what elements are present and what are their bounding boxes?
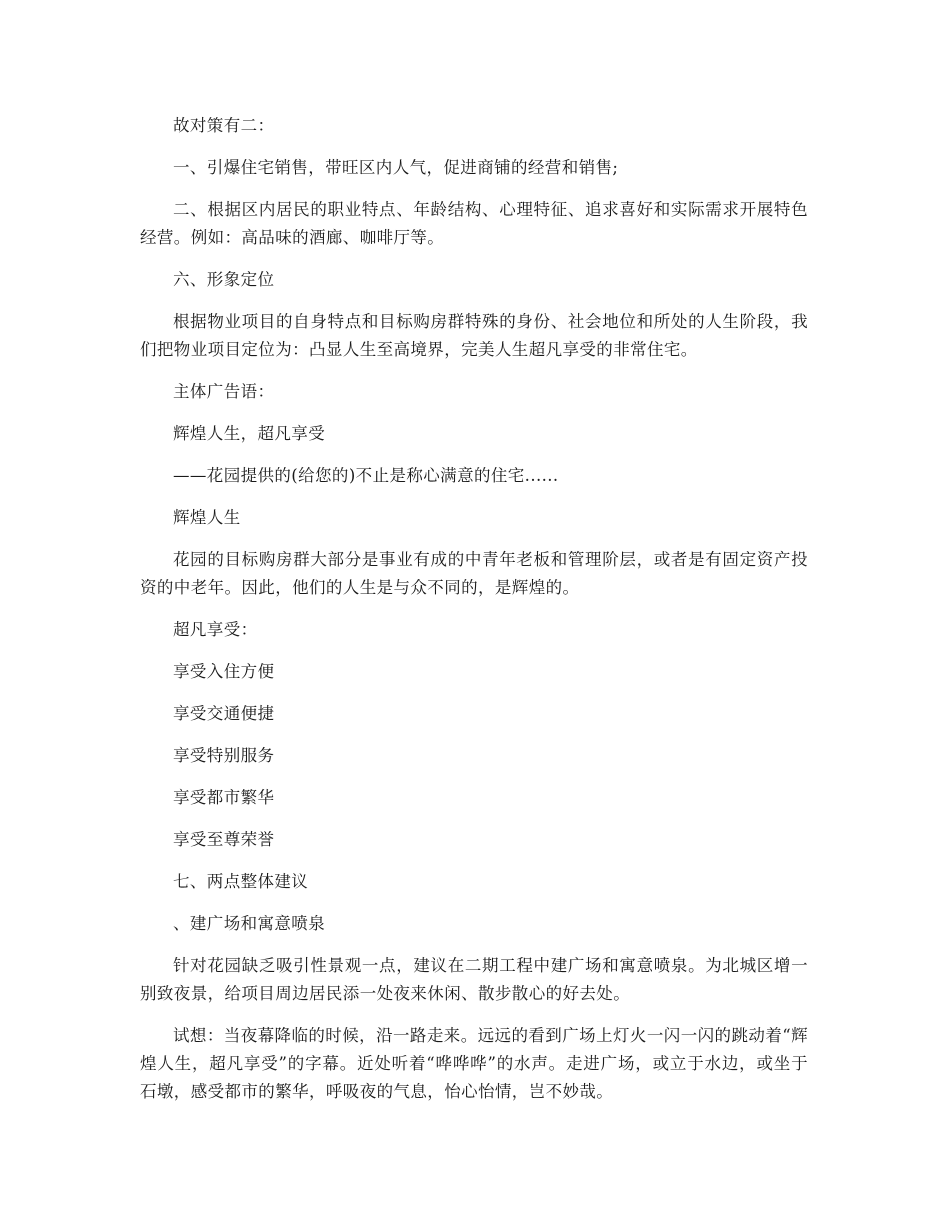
paragraph: 一、引爆住宅销售，带旺区内人气，促进商铺的经营和销售; xyxy=(173,158,619,177)
slogan: 辉煌人生，超凡享受 xyxy=(173,424,326,443)
paragraph: 故对策有二： xyxy=(173,116,275,135)
subheading: 、建广场和寓意喷泉 xyxy=(173,914,326,933)
paragraph: 试想：当夜幕降临的时候，沿一路走来。远远的看到广场上灯火一闪一闪的跳动着“辉煌人生，超凡享受”的字幕。近处听着“哗哗哗”的水声。走进广场，或立于水边，或坐于石墩，感受都市的繁华，呼吸夜的气息，怡心怡情，岂不妙哉。 xyxy=(140,1026,808,1101)
list-item: 享受交通便捷 xyxy=(173,704,275,723)
paragraph: 花园的目标购房群大部分是事业有成的中青年老板和管理阶层，或者是有固定资产投资的中老年。因此，他们的人生是与众不同的，是辉煌的。 xyxy=(140,550,808,597)
section-heading: 六、形象定位 xyxy=(173,270,275,289)
list-item: 享受入住方便 xyxy=(173,662,275,681)
list-item: 享受至尊荣誉 xyxy=(173,830,275,849)
paragraph: 主体广告语： xyxy=(173,382,275,401)
section-heading: 七、两点整体建议 xyxy=(173,872,309,891)
document-body xyxy=(140,112,808,1120)
list-item: 享受都市繁华 xyxy=(173,788,275,807)
slogan-subline: ——花园提供的(给您的)不止是称心满意的住宅...... xyxy=(173,466,559,485)
paragraph: 针对花园缺乏吸引性景观一点，建议在二期工程中建广场和寓意喷泉。为北城区增一别致夜景，给项目周边居民添一处夜来休闲、散步散心的好去处。 xyxy=(140,956,808,1003)
subheading: 超凡享受： xyxy=(173,620,258,639)
paragraph: 根据物业项目的自身特点和目标购房群特殊的身份、社会地位和所处的人生阶段，我们把物业项目定位为：凸显人生至高境界，完美人生超凡享受的非常住宅。 xyxy=(140,312,808,359)
list-item: 享受特别服务 xyxy=(173,746,275,765)
subheading: 辉煌人生 xyxy=(173,508,241,527)
paragraph: 二、根据区内居民的职业特点、年龄结构、心理特征、追求喜好和实际需求开展特色经营。例如：高品味的酒廊、咖啡厅等。 xyxy=(140,200,808,247)
